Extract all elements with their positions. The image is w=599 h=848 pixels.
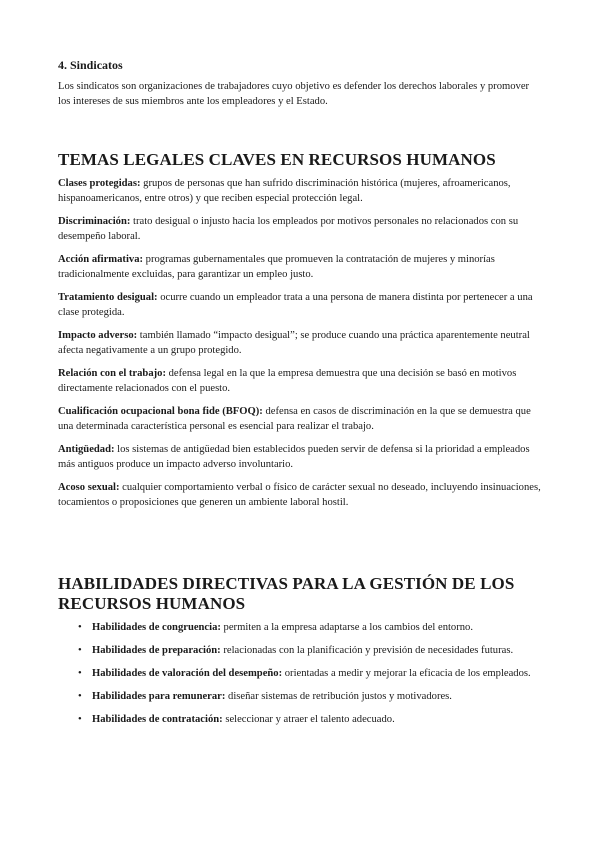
definition-text: cualquier comportamiento verbal o físico de carácter sexual no deseado, incluyendo insinuaciones, tocamientos o proposiciones que generen un ambiente laboral hostil.: [58, 482, 541, 508]
skill-term: Habilidades de valoración del desempeño:: [92, 668, 283, 679]
definition-term: Antigüedad:: [58, 444, 115, 455]
definition-term: Discriminación:: [58, 216, 131, 227]
definition-text: programas gubernamentales que promueven la contratación de mujeres y minorías tradicionalmente excluidas, para garantizar un empleo justo.: [58, 254, 495, 280]
bullet-icon: •: [78, 622, 82, 633]
definition-text: trato desigual o injusto hacia los empleados por motivos personales no relacionados con su desempeño laboral.: [58, 216, 519, 242]
list-item: [58, 666, 542, 681]
bullet-icon: •: [78, 668, 82, 679]
definition-paragraph: [58, 366, 542, 396]
sindicatos-section: [58, 58, 542, 150]
definition-text: ocurre cuando un empleador trata a una persona de manera distinta por pertenecer a una clase protegida.: [58, 292, 533, 318]
definition-text: también llamado “impacto desigual”; se produce cuando una práctica aparentemente neutral afecta negativamente a un grupo protegido.: [58, 330, 530, 356]
skill-text: diseñar sistemas de retribución justos y motivadores.: [225, 691, 452, 702]
habilidades-list: [58, 620, 542, 727]
skill-text: seleccionar y atraer el talento adecuado.: [222, 714, 395, 725]
skill-term: Habilidades de preparación:: [92, 645, 221, 656]
definition-paragraph: [58, 328, 542, 358]
definition-term: Cualificación ocupacional bona fide (BFOQ):: [58, 406, 263, 417]
skill-term: Habilidades para remunerar:: [92, 691, 226, 702]
definition-term: Impacto adverso:: [58, 330, 138, 341]
habilidades-heading: HABILIDADES DIRECTIVAS PARA LA GESTIÓN DE LOS RECURSOS HUMANOS: [58, 574, 515, 613]
habilidades-section: [58, 574, 542, 727]
sindicatos-heading: 4. Sindicatos: [58, 58, 123, 72]
definition-paragraph: [58, 480, 542, 510]
list-item: [58, 643, 542, 658]
definition-paragraph: [58, 252, 542, 282]
skill-term: Habilidades de congruencia:: [92, 622, 221, 633]
bullet-icon: •: [78, 714, 82, 725]
definition-term: Clases protegidas:: [58, 178, 141, 189]
definition-text: grupos de personas que han sufrido discriminación histórica (mujeres, afroamericanos, hispanoamericanos, entre otros) y que reciben especial protección legal.: [58, 178, 511, 204]
definition-paragraph: [58, 442, 542, 472]
definition-text: los sistemas de antigüedad bien establecidos pueden servir de defensa si la prioridad a empleados más antiguos produce un impacto adverso involuntario.: [58, 444, 530, 470]
definition-paragraph: [58, 176, 542, 206]
definition-term: Tratamiento desigual:: [58, 292, 158, 303]
sindicatos-paragraph: Los sindicatos son organizaciones de trabajadores cuyo objetivo es defender los derechos laborales y promover los intereses de sus miembros ante los empleadores y el Estado.: [58, 81, 530, 107]
definition-text: defensa legal en la que la empresa demuestra que una decisión se basó en motivos directamente relacionados con el puesto.: [58, 368, 517, 394]
bullet-icon: •: [78, 691, 82, 702]
definition-term: Acoso sexual:: [58, 482, 120, 493]
definition-paragraph: [58, 290, 542, 320]
skill-term: Habilidades de contratación:: [92, 714, 223, 725]
definition-term: Acción afirmativa:: [58, 254, 144, 265]
list-item: [58, 689, 542, 704]
definition-paragraph: [58, 214, 542, 244]
list-item: [58, 620, 542, 635]
temas-legales-heading: TEMAS LEGALES CLAVES EN RECURSOS HUMANOS: [58, 150, 496, 169]
document-page: [58, 58, 542, 735]
skill-text: orientadas a medir y mejorar la eficacia de los empleados.: [282, 668, 531, 679]
definition-text: defensa en casos de discriminación en la que se demuestra que una determinada característica personal es esencial para realizar el trabajo.: [58, 406, 531, 432]
list-item: [58, 712, 542, 727]
bullet-icon: •: [78, 645, 82, 656]
temas-legales-section: [58, 150, 542, 574]
skill-text: permiten a la empresa adaptarse a los cambios del entorno.: [220, 622, 473, 633]
definition-term: Relación con el trabajo:: [58, 368, 166, 379]
definition-paragraph: [58, 404, 542, 434]
skill-text: relacionadas con la planificación y previsión de necesidades futuras.: [220, 645, 514, 656]
